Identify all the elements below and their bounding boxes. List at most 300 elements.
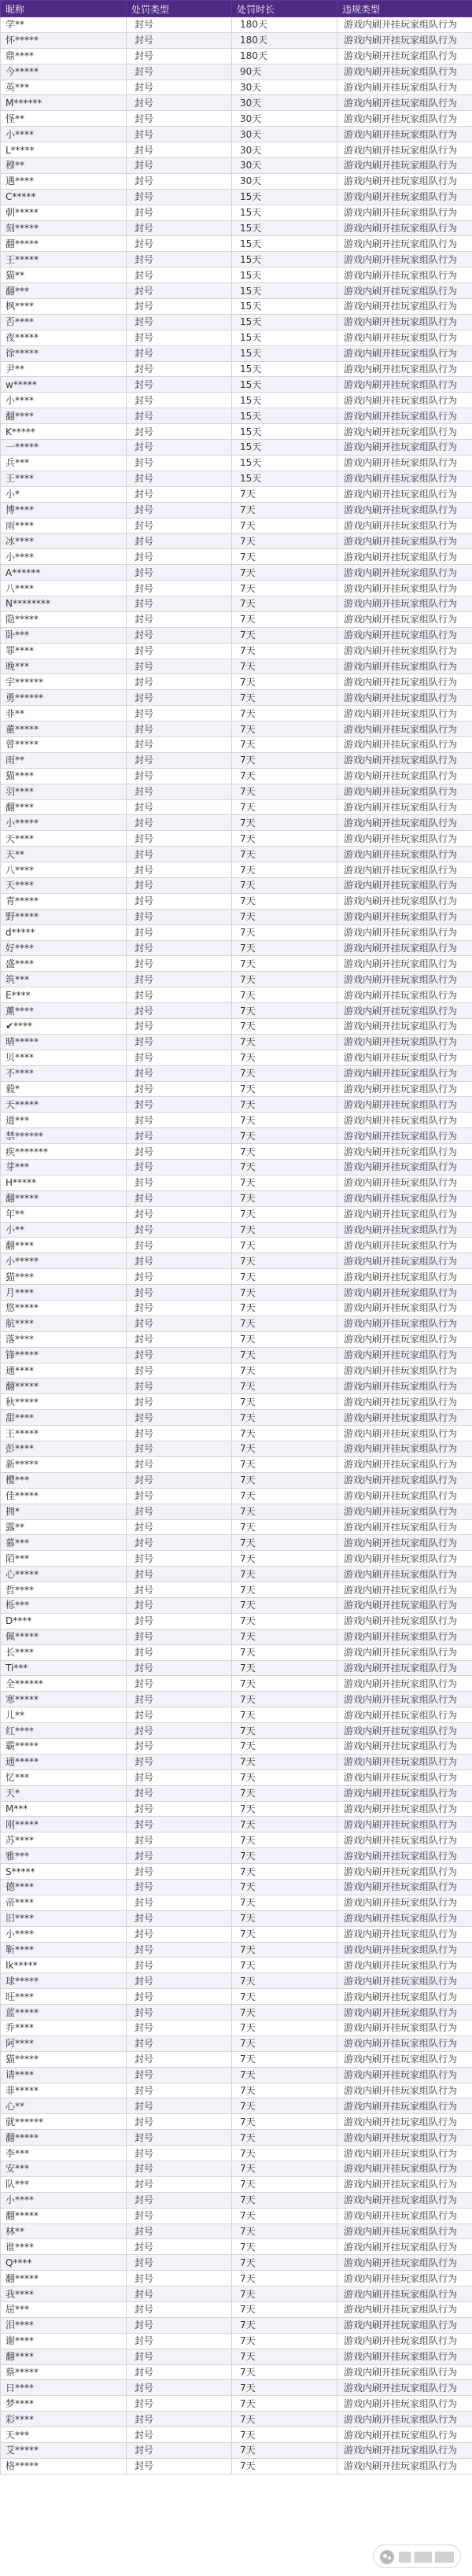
cell-nickname: 旧**** bbox=[1, 1910, 127, 1926]
cell-penalty-type: 封号 bbox=[127, 361, 232, 377]
cell-violation-type: 游戏内刷开挂玩家组队行为 bbox=[337, 1832, 472, 1848]
cell-penalty-type: 封号 bbox=[127, 1160, 232, 1175]
cell-violation-type: 游戏内刷开挂玩家组队行为 bbox=[337, 2333, 472, 2349]
cell-nickname: 谢**** bbox=[1, 2333, 127, 2349]
cell-nickname: 猫** bbox=[1, 268, 127, 283]
cell-penalty-type: 封号 bbox=[127, 440, 232, 456]
cell-penalty-type: 封号 bbox=[127, 502, 232, 518]
table-row bbox=[1, 1238, 472, 1253]
cell-violation-type: 游戏内刷开挂玩家组队行为 bbox=[337, 862, 472, 878]
table-row bbox=[1, 2083, 472, 2098]
cell-violation-type: 游戏内刷开挂玩家组队行为 bbox=[337, 1394, 472, 1410]
cell-violation-type: 游戏内刷开挂玩家组队行为 bbox=[337, 2239, 472, 2255]
cell-nickname: 雅*** bbox=[1, 1848, 127, 1864]
cell-penalty-duration: 7天 bbox=[232, 831, 337, 847]
table-row bbox=[1, 252, 472, 268]
cell-nickname: 心** bbox=[1, 2098, 127, 2114]
cell-penalty-type: 封号 bbox=[127, 893, 232, 909]
cell-violation-type: 游戏内刷开挂玩家组队行为 bbox=[337, 95, 472, 111]
table-row bbox=[1, 64, 472, 79]
table-row bbox=[1, 768, 472, 784]
cell-nickname: 林** bbox=[1, 2224, 127, 2239]
watermark-logo bbox=[399, 2552, 454, 2563]
cell-penalty-duration: 7天 bbox=[232, 1551, 337, 1567]
cell-nickname: 王**** bbox=[1, 471, 127, 486]
cell-nickname: 枫**** bbox=[1, 299, 127, 315]
cell-penalty-duration: 7天 bbox=[232, 924, 337, 940]
cell-penalty-duration: 7天 bbox=[232, 502, 337, 518]
cell-penalty-duration: 7天 bbox=[232, 1128, 337, 1144]
cell-nickname: 寒***** bbox=[1, 1692, 127, 1707]
table-row bbox=[1, 330, 472, 345]
cell-violation-type: 游戏内刷开挂玩家组队行为 bbox=[337, 127, 472, 142]
cell-violation-type: 游戏内刷开挂玩家组队行为 bbox=[337, 1504, 472, 1519]
cell-penalty-duration: 7天 bbox=[232, 611, 337, 627]
cell-penalty-type: 封号 bbox=[127, 1363, 232, 1378]
cell-nickname: 旺**** bbox=[1, 1989, 127, 2005]
cell-penalty-type: 封号 bbox=[127, 1050, 232, 1065]
cell-penalty-type: 封号 bbox=[127, 1097, 232, 1113]
cell-penalty-duration: 7天 bbox=[232, 1770, 337, 1785]
cell-nickname: 安*** bbox=[1, 2161, 127, 2177]
table-row bbox=[1, 752, 472, 768]
cell-penalty-duration: 7天 bbox=[232, 643, 337, 659]
cell-violation-type: 游戏内刷开挂玩家组队行为 bbox=[337, 79, 472, 95]
cell-violation-type: 游戏内刷开挂玩家组队行为 bbox=[337, 1848, 472, 1864]
cell-violation-type: 游戏内刷开挂玩家组队行为 bbox=[337, 48, 472, 64]
cell-violation-type: 游戏内刷开挂玩家组队行为 bbox=[337, 909, 472, 924]
cell-nickname: 否**** bbox=[1, 314, 127, 330]
header-nickname: 昵称 bbox=[1, 1, 127, 17]
table-row bbox=[1, 205, 472, 220]
cell-penalty-duration: 7天 bbox=[232, 1738, 337, 1754]
table-row bbox=[1, 924, 472, 940]
cell-nickname: 野***** bbox=[1, 909, 127, 924]
table-row bbox=[1, 674, 472, 690]
cell-nickname: D**** bbox=[1, 1613, 127, 1629]
cell-penalty-duration: 7天 bbox=[232, 1003, 337, 1019]
cell-violation-type: 游戏内刷开挂玩家组队行为 bbox=[337, 2146, 472, 2161]
table-row bbox=[1, 1331, 472, 1347]
cell-penalty-type: 封号 bbox=[127, 549, 232, 565]
table-row bbox=[1, 596, 472, 611]
cell-penalty-type: 封号 bbox=[127, 1410, 232, 1426]
cell-violation-type: 游戏内刷开挂玩家组队行为 bbox=[337, 2051, 472, 2067]
table-row bbox=[1, 1441, 472, 1457]
cell-violation-type: 游戏内刷开挂玩家组队行为 bbox=[337, 2364, 472, 2380]
cell-violation-type: 游戏内刷开挂玩家组队行为 bbox=[337, 768, 472, 784]
table-row bbox=[1, 909, 472, 924]
cell-penalty-duration: 7天 bbox=[232, 1864, 337, 1880]
cell-penalty-duration: 7天 bbox=[232, 1065, 337, 1081]
cell-violation-type: 游戏内刷开挂玩家组队行为 bbox=[337, 736, 472, 752]
table-row bbox=[1, 1770, 472, 1785]
cell-penalty-duration: 15天 bbox=[232, 283, 337, 299]
table-row bbox=[1, 2286, 472, 2302]
cell-penalty-type: 封号 bbox=[127, 799, 232, 815]
cell-penalty-duration: 7天 bbox=[232, 1723, 337, 1739]
cell-nickname: 翻**** bbox=[1, 799, 127, 815]
table-row bbox=[1, 1879, 472, 1895]
cell-nickname: 栎*** bbox=[1, 1597, 127, 1613]
cell-penalty-duration: 30天 bbox=[232, 95, 337, 111]
cell-penalty-duration: 15天 bbox=[232, 393, 337, 408]
cell-penalty-type: 封号 bbox=[127, 1175, 232, 1190]
cell-nickname: 彭**** bbox=[1, 1441, 127, 1457]
cell-penalty-type: 封号 bbox=[127, 2302, 232, 2318]
cell-penalty-duration: 7天 bbox=[232, 956, 337, 972]
cell-nickname: 蓝***** bbox=[1, 2005, 127, 2021]
cell-violation-type: 游戏内刷开挂玩家组队行为 bbox=[337, 1316, 472, 1331]
cell-nickname: 八**** bbox=[1, 581, 127, 596]
cell-penalty-duration: 7天 bbox=[232, 2005, 337, 2021]
cell-penalty-type: 封号 bbox=[127, 1269, 232, 1285]
cell-penalty-type: 封号 bbox=[127, 1222, 232, 1238]
cell-penalty-duration: 7天 bbox=[232, 987, 337, 1003]
cell-violation-type: 游戏内刷开挂玩家组队行为 bbox=[337, 2458, 472, 2474]
cell-violation-type: 游戏内刷开挂玩家组队行为 bbox=[337, 1222, 472, 1238]
cell-nickname: 疾******* bbox=[1, 1144, 127, 1160]
cell-violation-type: 游戏内刷开挂玩家组队行为 bbox=[337, 2035, 472, 2051]
cell-penalty-type: 封号 bbox=[127, 1347, 232, 1363]
cell-penalty-duration: 7天 bbox=[232, 2349, 337, 2364]
cell-violation-type: 游戏内刷开挂玩家组队行为 bbox=[337, 142, 472, 158]
cell-penalty-duration: 7天 bbox=[232, 1050, 337, 1065]
cell-penalty-duration: 7天 bbox=[232, 1785, 337, 1801]
cell-penalty-type: 封号 bbox=[127, 408, 232, 424]
cell-violation-type: 游戏内刷开挂玩家组队行为 bbox=[337, 220, 472, 236]
cell-penalty-duration: 7天 bbox=[232, 706, 337, 722]
table-row bbox=[1, 722, 472, 737]
table-row bbox=[1, 987, 472, 1003]
cell-penalty-duration: 7天 bbox=[232, 1535, 337, 1551]
cell-nickname: H***** bbox=[1, 1175, 127, 1190]
cell-nickname: ✔**** bbox=[1, 1019, 127, 1035]
cell-nickname: 泪**** bbox=[1, 2317, 127, 2333]
table-row bbox=[1, 1316, 472, 1331]
cell-nickname: 全****** bbox=[1, 1676, 127, 1692]
cell-penalty-type: 封号 bbox=[127, 956, 232, 972]
cell-violation-type: 游戏内刷开挂玩家组队行为 bbox=[337, 518, 472, 533]
cell-nickname: 佩***** bbox=[1, 1629, 127, 1644]
cell-penalty-type: 封号 bbox=[127, 424, 232, 440]
cell-penalty-duration: 7天 bbox=[232, 2333, 337, 2349]
wechat-watermark-icon bbox=[373, 2545, 461, 2568]
cell-penalty-type: 封号 bbox=[127, 2349, 232, 2364]
cell-penalty-type: 封号 bbox=[127, 2317, 232, 2333]
cell-violation-type: 游戏内刷开挂玩家组队行为 bbox=[337, 1723, 472, 1739]
cell-violation-type: 游戏内刷开挂玩家组队行为 bbox=[337, 674, 472, 690]
cell-penalty-duration: 7天 bbox=[232, 1285, 337, 1301]
cell-nickname: 小***** bbox=[1, 1253, 127, 1269]
cell-penalty-type: 封号 bbox=[127, 1285, 232, 1301]
cell-penalty-duration: 7天 bbox=[232, 1879, 337, 1895]
cell-nickname: 英*** bbox=[1, 79, 127, 95]
cell-violation-type: 游戏内刷开挂玩家组队行为 bbox=[337, 1034, 472, 1050]
cell-nickname: 哲**** bbox=[1, 1582, 127, 1598]
table-row bbox=[1, 1347, 472, 1363]
table-row bbox=[1, 2380, 472, 2396]
table-row bbox=[1, 2192, 472, 2208]
cell-penalty-duration: 15天 bbox=[232, 345, 337, 361]
cell-penalty-type: 封号 bbox=[127, 2114, 232, 2130]
cell-penalty-duration: 15天 bbox=[232, 252, 337, 268]
cell-penalty-type: 封号 bbox=[127, 95, 232, 111]
cell-penalty-duration: 15天 bbox=[232, 455, 337, 471]
table-row bbox=[1, 1895, 472, 1910]
table-row bbox=[1, 1832, 472, 1848]
table-row bbox=[1, 268, 472, 283]
cell-violation-type: 游戏内刷开挂玩家组队行为 bbox=[337, 924, 472, 940]
cell-violation-type: 游戏内刷开挂玩家组队行为 bbox=[337, 236, 472, 252]
cell-violation-type: 游戏内刷开挂玩家组队行为 bbox=[337, 17, 472, 33]
cell-penalty-type: 封号 bbox=[127, 768, 232, 784]
cell-nickname: 盛**** bbox=[1, 956, 127, 972]
cell-nickname: 勇****** bbox=[1, 690, 127, 706]
cell-penalty-duration: 7天 bbox=[232, 659, 337, 674]
cell-penalty-type: 封号 bbox=[127, 1613, 232, 1629]
cell-penalty-type: 封号 bbox=[127, 314, 232, 330]
cell-penalty-type: 封号 bbox=[127, 581, 232, 596]
cell-penalty-duration: 7天 bbox=[232, 1848, 337, 1864]
cell-penalty-duration: 7天 bbox=[232, 596, 337, 611]
cell-violation-type: 游戏内刷开挂玩家组队行为 bbox=[337, 659, 472, 674]
cell-violation-type: 游戏内刷开挂玩家组队行为 bbox=[337, 268, 472, 283]
cell-penalty-duration: 7天 bbox=[232, 581, 337, 596]
table-row bbox=[1, 627, 472, 643]
table-row bbox=[1, 1378, 472, 1394]
cell-violation-type: 游戏内刷开挂玩家组队行为 bbox=[337, 722, 472, 737]
cell-nickname: 帝**** bbox=[1, 1895, 127, 1910]
cell-violation-type: 游戏内刷开挂玩家组队行为 bbox=[337, 1441, 472, 1457]
cell-penalty-type: 封号 bbox=[127, 784, 232, 799]
header-row bbox=[1, 1, 472, 17]
table-row bbox=[1, 533, 472, 549]
table-row bbox=[1, 1707, 472, 1723]
cell-nickname: 心***** bbox=[1, 1567, 127, 1582]
cell-nickname: 锋***** bbox=[1, 1347, 127, 1363]
table-row bbox=[1, 2396, 472, 2412]
table-row bbox=[1, 2255, 472, 2271]
cell-penalty-duration: 7天 bbox=[232, 1958, 337, 1973]
cell-penalty-type: 封号 bbox=[127, 877, 232, 893]
cell-nickname: M****** bbox=[1, 95, 127, 111]
cell-violation-type: 游戏内刷开挂玩家组队行为 bbox=[337, 956, 472, 972]
cell-nickname: 翻**** bbox=[1, 2349, 127, 2364]
cell-nickname: 刚***** bbox=[1, 1817, 127, 1832]
cell-penalty-duration: 7天 bbox=[232, 2412, 337, 2427]
table-row bbox=[1, 2067, 472, 2083]
table-row bbox=[1, 1848, 472, 1864]
cell-penalty-type: 封号 bbox=[127, 924, 232, 940]
cell-penalty-duration: 7天 bbox=[232, 1567, 337, 1582]
cell-penalty-duration: 7天 bbox=[232, 1973, 337, 1989]
cell-penalty-duration: 7天 bbox=[232, 565, 337, 581]
cell-violation-type: 游戏内刷开挂玩家组队行为 bbox=[337, 1144, 472, 1160]
table-row bbox=[1, 877, 472, 893]
table-row bbox=[1, 1160, 472, 1175]
cell-penalty-type: 封号 bbox=[127, 17, 232, 33]
cell-violation-type: 游戏内刷开挂玩家组队行为 bbox=[337, 1175, 472, 1190]
cell-penalty-duration: 7天 bbox=[232, 2161, 337, 2177]
cell-violation-type: 游戏内刷开挂玩家组队行为 bbox=[337, 2317, 472, 2333]
table-row bbox=[1, 189, 472, 205]
table-row bbox=[1, 1363, 472, 1378]
table-row bbox=[1, 1973, 472, 1989]
cell-violation-type: 游戏内刷开挂玩家组队行为 bbox=[337, 1206, 472, 1222]
cell-nickname: 请**** bbox=[1, 2067, 127, 2083]
cell-penalty-duration: 30天 bbox=[232, 79, 337, 95]
table-row bbox=[1, 2427, 472, 2443]
cell-penalty-type: 封号 bbox=[127, 1488, 232, 1504]
cell-nickname: 霸***** bbox=[1, 1738, 127, 1754]
table-row bbox=[1, 1660, 472, 1676]
cell-violation-type: 游戏内刷开挂玩家组队行为 bbox=[337, 314, 472, 330]
table-row bbox=[1, 455, 472, 471]
cell-violation-type: 游戏内刷开挂玩家组队行为 bbox=[337, 1253, 472, 1269]
cell-violation-type: 游戏内刷开挂玩家组队行为 bbox=[337, 1269, 472, 1285]
cell-nickname: 刻***** bbox=[1, 220, 127, 236]
header-penalty-type: 处罚类型 bbox=[127, 1, 232, 17]
cell-nickname: 翻**** bbox=[1, 408, 127, 424]
table-row bbox=[1, 2443, 472, 2459]
cell-penalty-type: 封号 bbox=[127, 486, 232, 502]
cell-nickname: 乔**** bbox=[1, 2021, 127, 2036]
table-row bbox=[1, 1081, 472, 1097]
table-row bbox=[1, 2161, 472, 2177]
cell-penalty-duration: 7天 bbox=[232, 1081, 337, 1097]
cell-penalty-type: 封号 bbox=[127, 1973, 232, 1989]
cell-penalty-type: 封号 bbox=[127, 1551, 232, 1567]
cell-penalty-type: 封号 bbox=[127, 2333, 232, 2349]
table-row bbox=[1, 1692, 472, 1707]
cell-nickname: 儿** bbox=[1, 1707, 127, 1723]
table-row bbox=[1, 940, 472, 956]
cell-penalty-duration: 7天 bbox=[232, 815, 337, 831]
cell-penalty-duration: 15天 bbox=[232, 299, 337, 315]
cell-penalty-type: 封号 bbox=[127, 752, 232, 768]
cell-violation-type: 游戏内刷开挂玩家组队行为 bbox=[337, 1190, 472, 1206]
table-row bbox=[1, 2302, 472, 2318]
cell-penalty-type: 封号 bbox=[127, 1316, 232, 1331]
cell-violation-type: 游戏内刷开挂玩家组队行为 bbox=[337, 486, 472, 502]
table-row bbox=[1, 1019, 472, 1035]
cell-penalty-duration: 7天 bbox=[232, 1331, 337, 1347]
cell-penalty-type: 封号 bbox=[127, 706, 232, 722]
cell-penalty-type: 封号 bbox=[127, 1644, 232, 1660]
cell-nickname: 彩**** bbox=[1, 2412, 127, 2427]
cell-nickname: 落**** bbox=[1, 1331, 127, 1347]
table-row bbox=[1, 893, 472, 909]
cell-nickname: N******** bbox=[1, 596, 127, 611]
cell-penalty-type: 封号 bbox=[127, 518, 232, 533]
cell-nickname: 慕*** bbox=[1, 1535, 127, 1551]
cell-penalty-duration: 7天 bbox=[232, 1629, 337, 1644]
cell-penalty-duration: 7天 bbox=[232, 1942, 337, 1958]
table-row bbox=[1, 440, 472, 456]
cell-penalty-type: 封号 bbox=[127, 299, 232, 315]
cell-violation-type: 游戏内刷开挂玩家组队行为 bbox=[337, 1597, 472, 1613]
cell-penalty-duration: 7天 bbox=[232, 2098, 337, 2114]
cell-violation-type: 游戏内刷开挂玩家组队行为 bbox=[337, 173, 472, 189]
table-row bbox=[1, 345, 472, 361]
table-row bbox=[1, 361, 472, 377]
cell-penalty-type: 封号 bbox=[127, 1128, 232, 1144]
cell-penalty-duration: 7天 bbox=[232, 1410, 337, 1426]
cell-penalty-duration: 7天 bbox=[232, 2035, 337, 2051]
table-row bbox=[1, 32, 472, 48]
table-row bbox=[1, 220, 472, 236]
table-row bbox=[1, 1597, 472, 1613]
cell-nickname: 通***** bbox=[1, 1754, 127, 1770]
cell-penalty-type: 封号 bbox=[127, 2192, 232, 2208]
cell-penalty-duration: 15天 bbox=[232, 268, 337, 283]
cell-nickname: 隐***** bbox=[1, 611, 127, 627]
cell-penalty-duration: 7天 bbox=[232, 2364, 337, 2380]
cell-nickname: 朝***** bbox=[1, 205, 127, 220]
cell-penalty-duration: 30天 bbox=[232, 127, 337, 142]
table-row bbox=[1, 518, 472, 533]
cell-penalty-duration: 7天 bbox=[232, 1895, 337, 1910]
table-row bbox=[1, 158, 472, 174]
cell-nickname: 翻***** bbox=[1, 236, 127, 252]
table-row bbox=[1, 486, 472, 502]
cell-violation-type: 游戏内刷开挂玩家组队行为 bbox=[337, 1160, 472, 1175]
cell-violation-type: 游戏内刷开挂玩家组队行为 bbox=[337, 393, 472, 408]
cell-violation-type: 游戏内刷开挂玩家组队行为 bbox=[337, 1097, 472, 1113]
cell-nickname: 小***** bbox=[1, 815, 127, 831]
cell-nickname: 穆** bbox=[1, 158, 127, 174]
cell-violation-type: 游戏内刷开挂玩家组队行为 bbox=[337, 611, 472, 627]
cell-penalty-type: 封号 bbox=[127, 831, 232, 847]
cell-penalty-type: 封号 bbox=[127, 48, 232, 64]
cell-penalty-type: 封号 bbox=[127, 1738, 232, 1754]
cell-penalty-type: 封号 bbox=[127, 1456, 232, 1472]
cell-penalty-type: 封号 bbox=[127, 1019, 232, 1035]
cell-nickname: 翻***** bbox=[1, 2208, 127, 2224]
cell-penalty-duration: 7天 bbox=[232, 2114, 337, 2130]
cell-penalty-duration: 15天 bbox=[232, 471, 337, 486]
cell-penalty-duration: 7天 bbox=[232, 1660, 337, 1676]
cell-nickname: 芽*** bbox=[1, 1160, 127, 1175]
cell-nickname: 就****** bbox=[1, 2114, 127, 2130]
cell-penalty-type: 封号 bbox=[127, 1253, 232, 1269]
cell-nickname: 翻**** bbox=[1, 1238, 127, 1253]
cell-penalty-type: 封号 bbox=[127, 862, 232, 878]
cell-penalty-type: 封号 bbox=[127, 1238, 232, 1253]
cell-nickname: 夜***** bbox=[1, 330, 127, 345]
cell-penalty-type: 封号 bbox=[127, 940, 232, 956]
cell-penalty-duration: 7天 bbox=[232, 2286, 337, 2302]
table-row bbox=[1, 1613, 472, 1629]
cell-nickname: 航**** bbox=[1, 1316, 127, 1331]
cell-penalty-type: 封号 bbox=[127, 1879, 232, 1895]
cell-violation-type: 游戏内刷开挂玩家组队行为 bbox=[337, 1754, 472, 1770]
cell-nickname: 非** bbox=[1, 706, 127, 722]
cell-nickname: 王***** bbox=[1, 1426, 127, 1441]
table-row bbox=[1, 424, 472, 440]
table-row bbox=[1, 314, 472, 330]
cell-nickname: 格***** bbox=[1, 2458, 127, 2474]
cell-penalty-type: 封号 bbox=[127, 1065, 232, 1081]
cell-penalty-duration: 7天 bbox=[232, 2176, 337, 2192]
table-row bbox=[1, 471, 472, 486]
cell-nickname: 拥* bbox=[1, 1504, 127, 1519]
cell-penalty-duration: 7天 bbox=[232, 847, 337, 862]
cell-nickname: 小**** bbox=[1, 2192, 127, 2208]
cell-nickname: 小**** bbox=[1, 1926, 127, 1942]
table-row bbox=[1, 2224, 472, 2239]
